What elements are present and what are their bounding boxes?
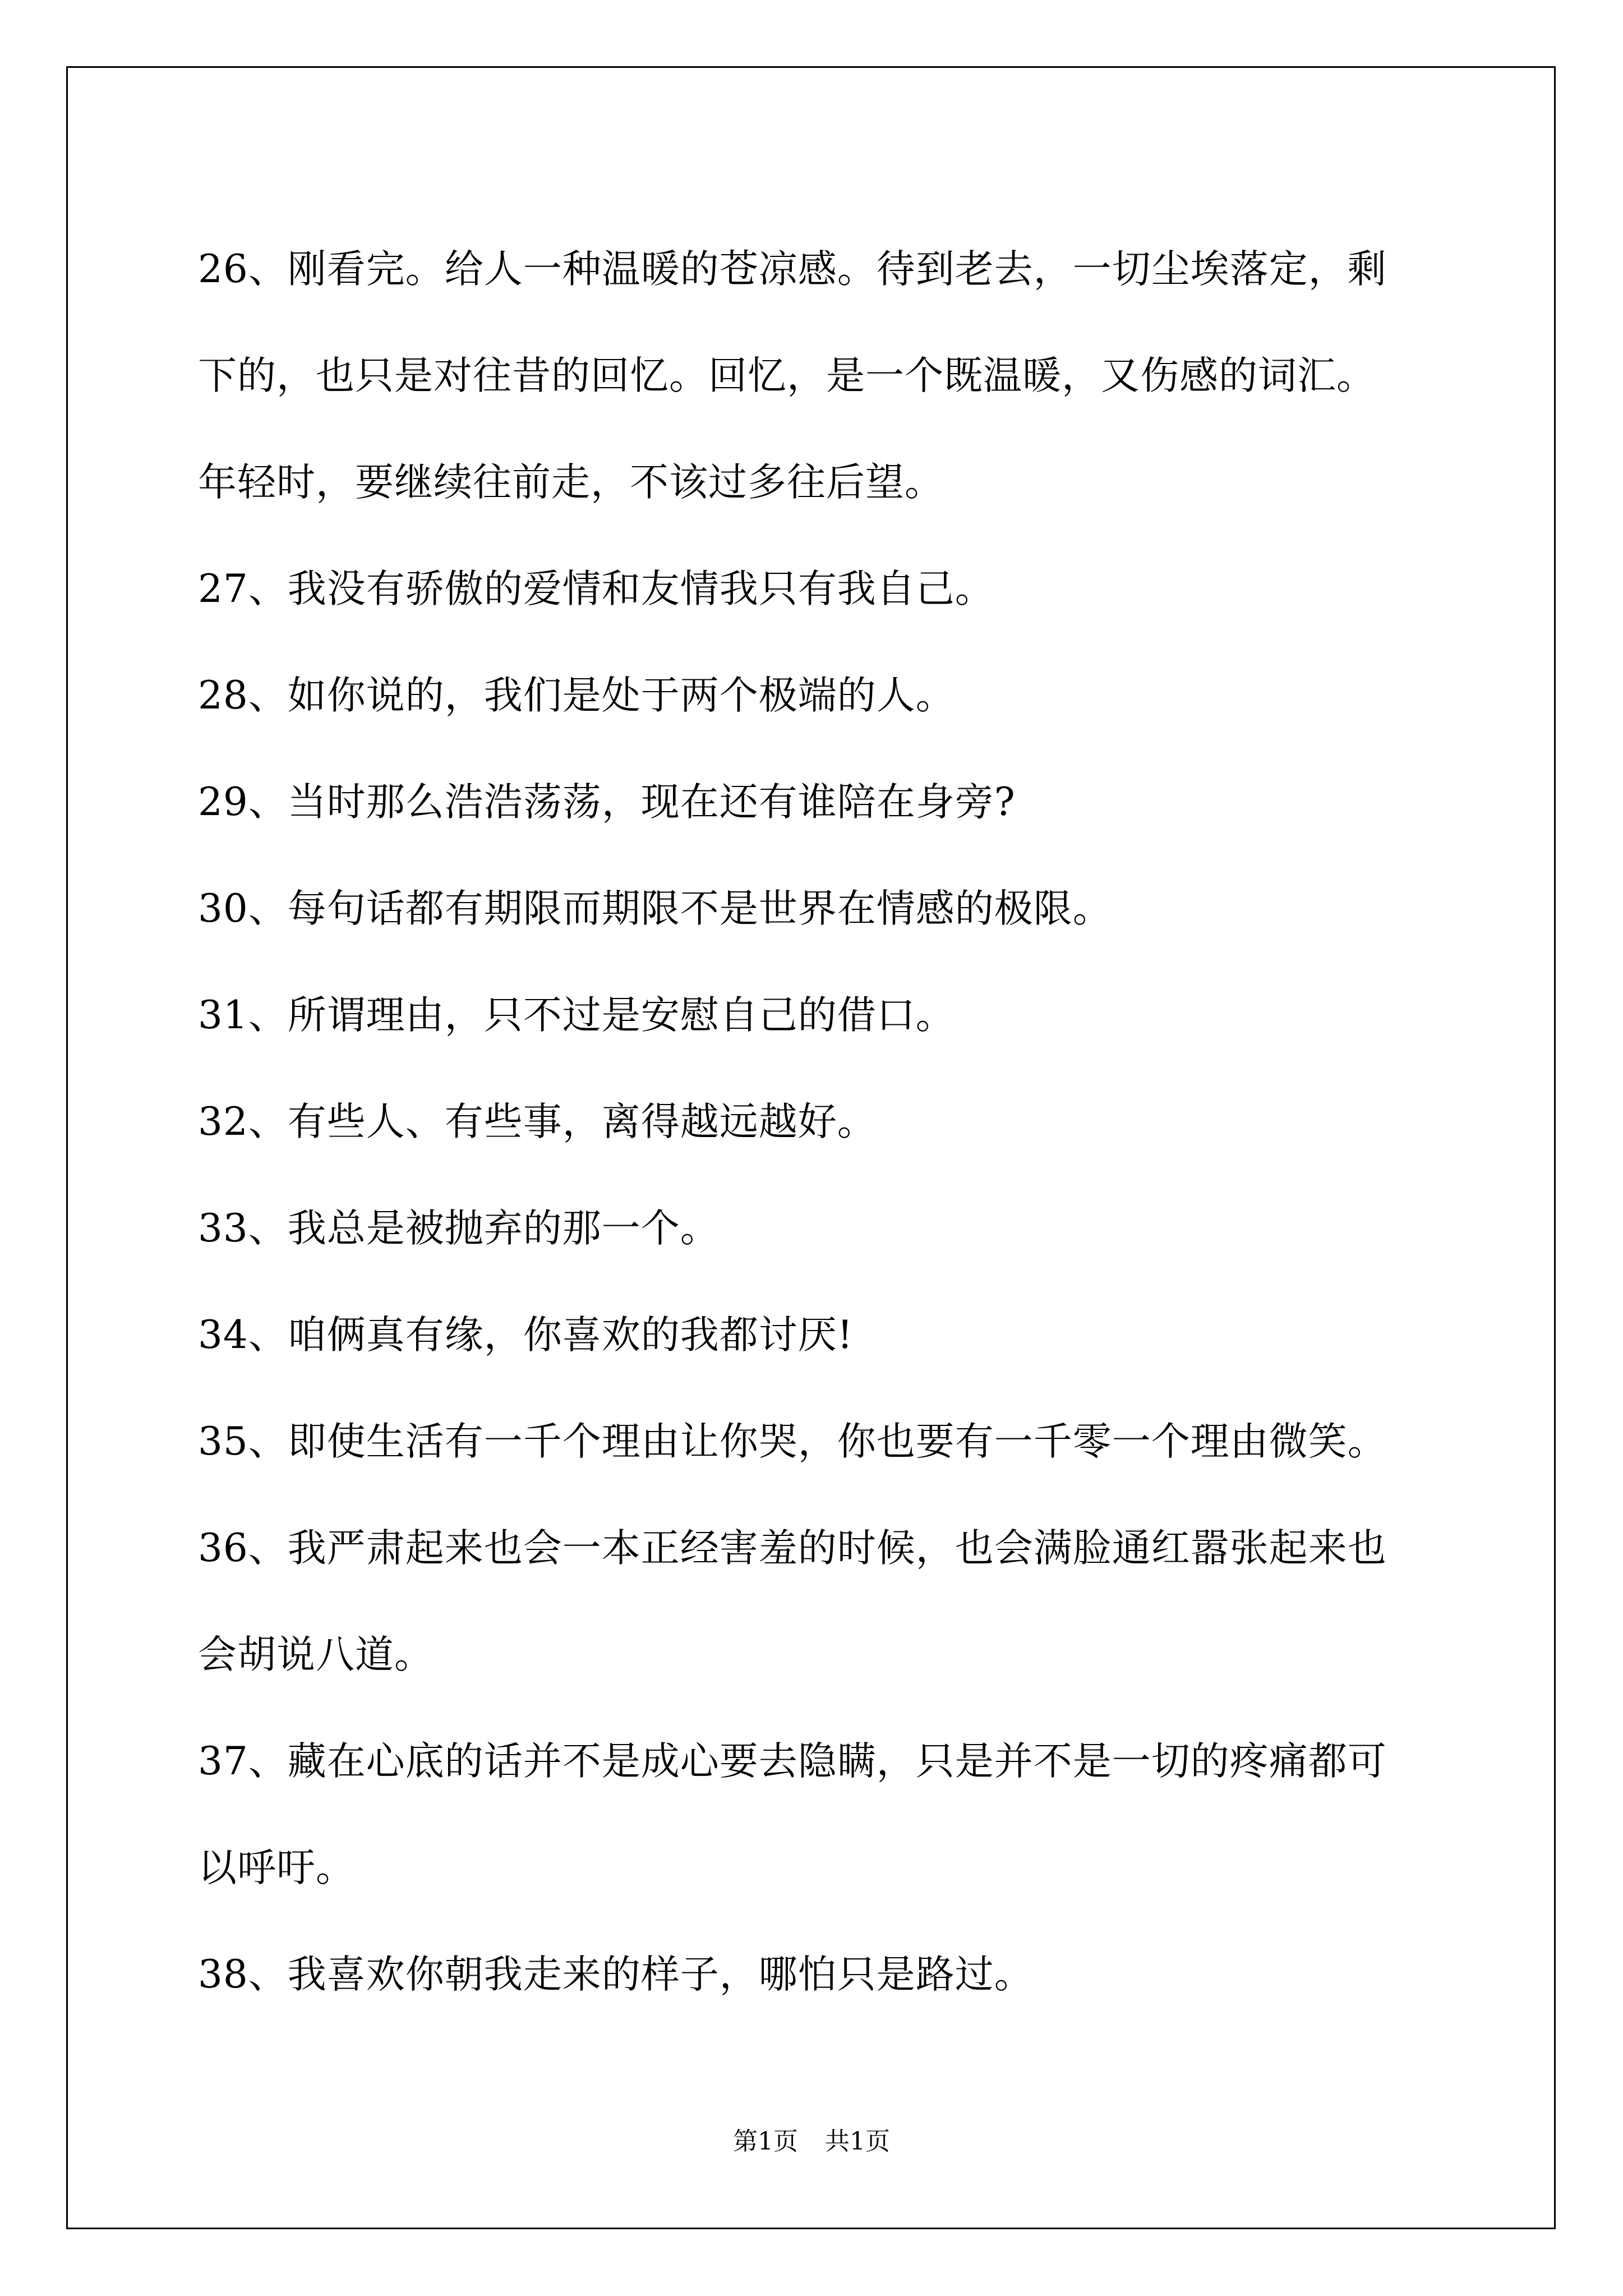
text-line: 35、即使生活有一千个理由让你哭，你也要有一千零一个理由微笑。 [198, 1419, 1387, 1464]
text-line: 会胡说八道。 [198, 1632, 434, 1677]
text-line: 31、所谓理由，只不过是安慰自己的借口。 [198, 993, 955, 1038]
text-line: 30、每句话都有期限而期限不是世界在情感的极限。 [198, 886, 1112, 931]
text-line: 33、我总是被抛弃的那一个。 [198, 1206, 720, 1251]
page-total: 共1页 [825, 2127, 890, 2156]
text-line: 28、如你说的，我们是处于两个极端的人。 [198, 673, 955, 718]
text-line: 37、藏在心底的话并不是成心要去隐瞒，只是并不是一切的疼痛都可 [198, 1739, 1387, 1784]
page-footer [0, 2125, 1623, 2159]
text-line: 年轻时，要继续往前走，不该过多往后望。 [198, 460, 944, 505]
text-line: 38、我喜欢你朝我走来的样子，哪怕只是路过。 [198, 1952, 1034, 1997]
text-line: 下的，也只是对往昔的回忆。回忆，是一个既温暖，又伤感的词汇。 [198, 353, 1376, 398]
document-body [198, 216, 1432, 2028]
text-line: 27、我没有骄傲的爱情和友情我只有我自己。 [198, 567, 994, 611]
text-line: 34、咱俩真有缘，你喜欢的我都讨厌! [198, 1313, 854, 1358]
text-line: 26、刚看完。给人一种温暖的苍凉感。待到老去，一切尘埃落定，剩 [198, 247, 1387, 292]
page-number: 第1页 [733, 2127, 798, 2156]
text-line: 36、我严肃起来也会一本正经害羞的时候，也会满脸通红嚣张起来也 [198, 1526, 1387, 1571]
text-line: 以呼吁。 [198, 1846, 355, 1890]
text-line: 29、当时那么浩浩荡荡，现在还有谁陪在身旁? [198, 780, 1016, 825]
text-line: 32、有些人、有些事，离得越远越好。 [198, 1099, 877, 1144]
